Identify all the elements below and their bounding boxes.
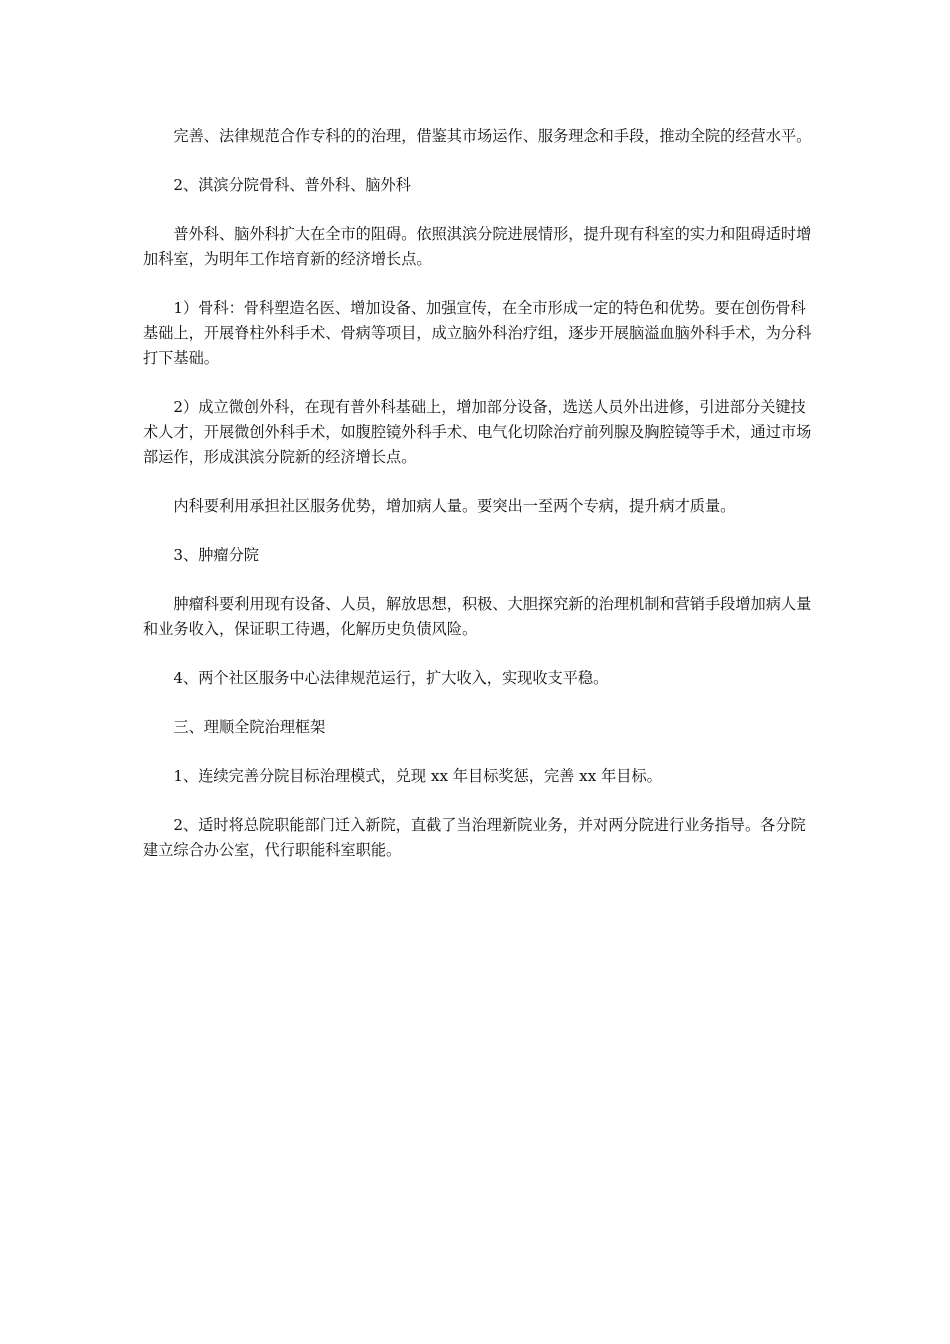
paragraph-orthopedics: 1）骨科：骨科塑造名医、增加设备、加强宣传，在全市形成一定的特色和优势。要在创伤骨科基础上，开展脊柱外科手术、骨病等项目，成立脑外科治疗组，逐步开展脑溢血脑外科手术，为分科打下基础。	[143, 299, 812, 367]
document-body	[143, 124, 815, 887]
paragraph-oncology: 肿瘤科要利用现有设备、人员，解放思想，积极、大胆探究新的治理机制和营销手段增加病人量和业务收入，保证职工待遇，化解历史负债风险。	[143, 595, 812, 638]
paragraph-target-management: 1、连续完善分院目标治理模式，兑现 xx 年目标奖惩，完善 xx 年目标。	[173, 767, 662, 785]
paragraph-community-centers: 4、两个社区服务中心法律规范运行，扩大收入，实现收支平稳。	[173, 669, 609, 687]
paragraph-cooperation-specialty: 完善、法律规范合作专科的的治理，借鉴其市场运作、服务理念和手段，推动全院的经营水平。	[173, 127, 812, 145]
paragraph-internal-medicine: 内科要利用承担社区服务优势，增加病人量。要突出一至两个专病，提升病才质量。	[173, 497, 736, 515]
heading-oncology-branch: 3、肿瘤分院	[173, 546, 259, 564]
heading-qibin-branch: 2、淇滨分院骨科、普外科、脑外科	[173, 176, 411, 194]
paragraph-minimally-invasive: 2）成立微创外科，在现有普外科基础上，增加部分设备，选送人员外出进修，引进部分关键技术人才，开展微创外科手术，如腹腔镜外科手术、电气化切除治疗前列腺及胸腔镜等手术，通过市场部运作，形成淇滨分院新的经济增长点。	[143, 398, 812, 466]
paragraph-surgery-expansion: 普外科、脑外科扩大在全市的阻碍。依照淇滨分院进展情形，提升现有科室的实力和阻碍适时增加科室，为明年工作培育新的经济增长点。	[143, 225, 812, 268]
paragraph-functional-departments: 2、适时将总院职能部门迁入新院，直截了当治理新院业务，并对两分院进行业务指导。各分院建立综合办公室，代行职能科室职能。	[143, 816, 806, 859]
heading-governance-framework: 三、理顺全院治理框架	[173, 718, 326, 736]
